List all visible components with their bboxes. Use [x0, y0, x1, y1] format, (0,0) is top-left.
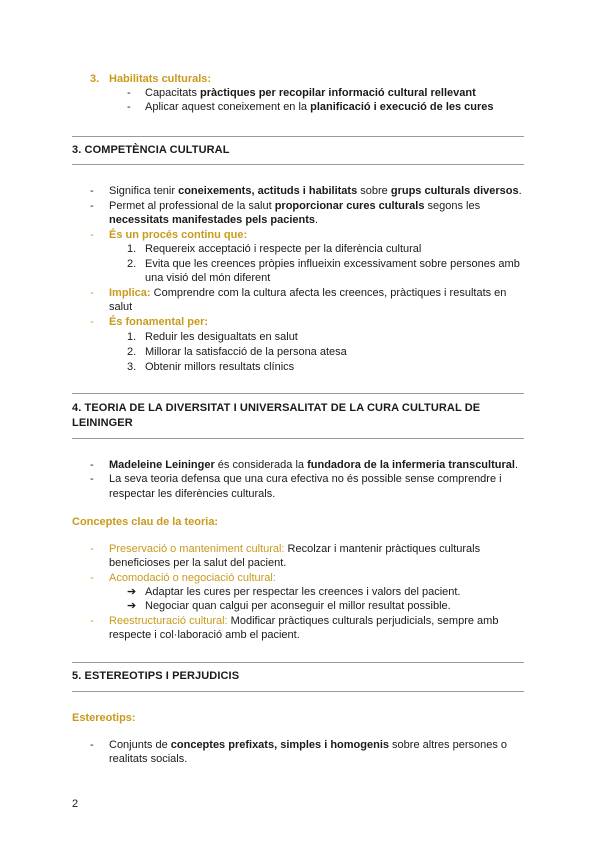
bullet-dash: - [90, 200, 94, 212]
concept-label: Reestructuració cultural: [109, 615, 228, 627]
divider [72, 136, 524, 137]
fonamental-item-1: Reduir les desigualtats en salut [145, 331, 298, 343]
arrow-icon: ➔ [127, 600, 137, 612]
text-fragment: sobre [357, 185, 391, 197]
leininger-bullet-2-line2: respectar les diferències culturals. [109, 488, 276, 500]
bullet-dash: - [127, 87, 131, 99]
text-fragment: Recolzar i mantenir pràctiques culturals [284, 543, 481, 555]
list-number: 1. [127, 331, 137, 343]
divider [72, 691, 524, 692]
concept-1-line1 [109, 542, 480, 556]
text-fragment: . [315, 214, 319, 226]
bullet-dash: - [90, 316, 94, 328]
habilitats-bullet-1 [145, 86, 476, 100]
comp-bullet-2-line1 [109, 199, 480, 213]
bullet-dash: - [90, 615, 94, 627]
text-fragment: Conjunts de [109, 739, 171, 751]
concept-2-item-2: Negociar quan calgui per aconseguir el millor resultat possible. [145, 600, 451, 612]
text-fragment: Permet al professional de la salut [109, 200, 275, 212]
list-number: 2. [127, 346, 137, 358]
section-heading-4-line1: 4. TEORIA DE LA DIVERSITAT I UNIVERSALITAT DE LA CURA CULTURAL DE [72, 402, 481, 414]
concept-2-item-1: Adaptar les cures per respectar les creences i valors del pacient. [145, 586, 461, 598]
concept-3-line2: respecte i col·laboració amb el pacient. [109, 629, 300, 641]
habilitats-bullet-2 [145, 100, 494, 114]
implica-line1 [109, 286, 506, 300]
concept-2-label: Acomodació o negociació cultural: [109, 572, 276, 584]
bold-fragment: coneixements, actituds i habilitats [178, 185, 358, 197]
bullet-dash: - [127, 101, 131, 113]
text-fragment: . [514, 459, 518, 471]
proces-item-2-line2: una visió del món diferent [145, 272, 271, 284]
page-number: 2 [72, 798, 79, 810]
list-number: 1. [127, 243, 137, 255]
text-fragment: . [518, 185, 522, 197]
divider [72, 662, 524, 663]
text-fragment: sobre altres persones o [389, 739, 508, 751]
concepts-subheading: Conceptes clau de la teoria: [72, 516, 219, 528]
item-number: 3. [90, 73, 100, 85]
divider [72, 393, 524, 394]
bold-fragment: Madeleine Leininger [109, 459, 215, 471]
estereotips-line1 [109, 738, 507, 752]
fonamental-label: És fonamental per: [109, 316, 209, 328]
concept-label: Preservació o manteniment cultural: [109, 543, 285, 555]
divider [72, 164, 524, 165]
bold-fragment: fundadora de la infermeria transcultural [307, 459, 515, 471]
text-fragment: és considerada la [214, 459, 308, 471]
list-number: 3. [127, 361, 137, 373]
bold-fragment: conceptes prefixats, simples i homogenis [170, 739, 389, 751]
bold-fragment: planificació i execució de les cures [310, 101, 494, 113]
bold-fragment: proporcionar cures culturals [274, 200, 425, 212]
section-heading-3: 3. COMPETÈNCIA CULTURAL [72, 144, 230, 156]
list-number: 2. [127, 258, 137, 270]
leininger-bullet-1 [109, 458, 518, 472]
text-fragment: Modificar pràctiques culturals perjudicials, sempre amb [227, 615, 499, 627]
bullet-dash: - [90, 543, 94, 555]
bold-fragment: pràctiques per recopilar informació cultural rellevant [200, 87, 476, 99]
proces-continu-label: És un procés continu que: [109, 229, 248, 241]
section-heading-4-line2: LEININGER [72, 417, 133, 429]
bullet-dash: - [90, 473, 94, 485]
concept-3-line1 [109, 614, 498, 628]
proces-item-1: Requereix acceptació i respecte per la diferència cultural [145, 243, 422, 255]
bullet-dash: - [90, 229, 94, 241]
bullet-dash: - [90, 287, 94, 299]
text-fragment: segons les [424, 200, 481, 212]
divider [72, 438, 524, 439]
leininger-bullet-2-line1: La seva teoria defensa que una cura efectiva no és possible sense comprendre i [109, 473, 502, 485]
section-heading-5: 5. ESTEREOTIPS I PERJUDICIS [72, 670, 240, 682]
habilitats-title: Habilitats culturals: [109, 73, 212, 85]
bold-fragment: necessitats manifestades pels pacients [109, 214, 316, 226]
comp-bullet-2-line2 [109, 213, 318, 227]
estereotips-subheading: Estereotips: [72, 712, 136, 724]
concept-1-line2: beneficioses per la salut del pacient. [109, 557, 287, 569]
fonamental-item-2: Millorar la satisfacció de la persona atesa [145, 346, 347, 358]
arrow-icon: ➔ [127, 586, 137, 598]
bullet-dash: - [90, 739, 94, 751]
bullet-dash: - [90, 572, 94, 584]
text-fragment: Significa tenir [109, 185, 179, 197]
text-fragment: Comprendre com la cultura afecta les creences, pràctiques i resultats en [150, 287, 507, 299]
list-number [90, 72, 99, 86]
implica-label: Implica: [109, 287, 151, 299]
bullet-dash: - [90, 459, 94, 471]
proces-item-2-line1: Evita que les creences pròpies influeixin excessivament sobre persones amb [145, 258, 520, 270]
implica-line2: salut [109, 301, 133, 313]
bold-fragment: grups culturals diversos [390, 185, 519, 197]
fonamental-item-3: Obtenir millors resultats clínics [145, 361, 295, 373]
text-fragment: Aplicar aquest coneixement en la [145, 101, 311, 113]
comp-bullet-1 [109, 184, 522, 198]
estereotips-line2: realitats socials. [109, 753, 188, 765]
bullet-dash: - [90, 185, 94, 197]
text-fragment: Capacitats [145, 87, 201, 99]
